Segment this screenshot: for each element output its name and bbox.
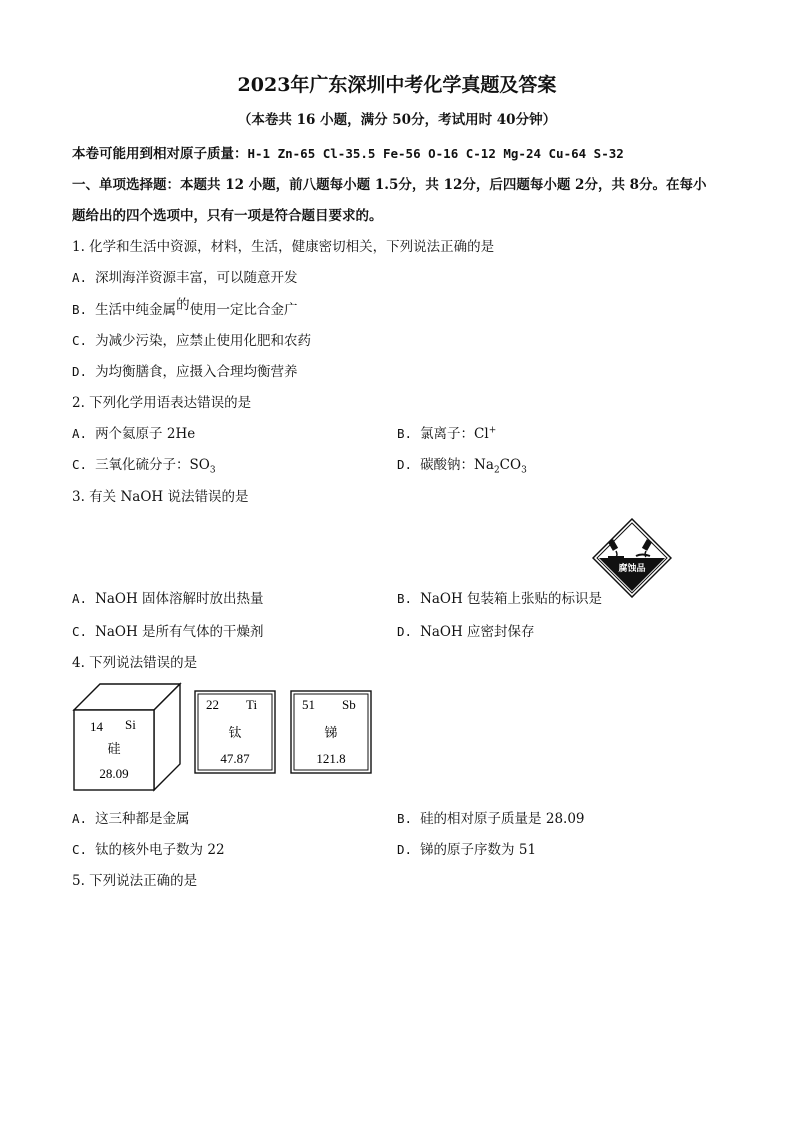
hazard-label: 腐蚀品 bbox=[618, 564, 646, 574]
section-heading-line2: 题给出的四个选项中，只有一项是符合题目要求的。 bbox=[72, 208, 383, 224]
question-2-stem: 2. 下列化学用语表达错误的是 bbox=[72, 395, 252, 411]
q1-option-a: A. 深圳海洋资源丰富，可以随意开发 bbox=[72, 270, 298, 286]
atomic-mass-values: H-1 Zn-65 Cl-35.5 Fe-56 O-16 C-12 Mg-24 Cu-64 S-32 bbox=[247, 146, 624, 161]
sb-name: 锑 bbox=[324, 726, 338, 741]
q3-option-c: C. NaOH 是所有气体的干燥剂 bbox=[72, 624, 264, 640]
q2-option-d: D. 碳酸钠：$Na_2CO_3$ bbox=[397, 457, 527, 476]
q4-option-d: D. 锑的原子序数为 51 bbox=[397, 842, 537, 858]
q2-option-c: C. 三氧化硫分子：$SO_3$ bbox=[72, 457, 216, 476]
question-5-stem: 5. 下列说法正确的是 bbox=[72, 873, 198, 889]
element-cell-ti bbox=[194, 690, 276, 774]
q3-option-a: A. NaOH 固体溶解时放出热量 bbox=[72, 591, 264, 607]
si-name: 硅 bbox=[107, 742, 121, 757]
question-1-stem: 1. 化学和生活中资源，材料，生活，健康密切相关，下列说法正确的是 bbox=[72, 239, 495, 255]
sb-symbol: Sb bbox=[342, 697, 356, 712]
q4-option-a: A. 这三种都是金属 bbox=[72, 811, 190, 827]
q1-option-c: C. 为减少污染，应禁止使用化肥和农药 bbox=[72, 333, 312, 349]
corrosive-hazard-sign bbox=[592, 518, 672, 598]
q2-option-a: A. 两个氦原子 2He bbox=[72, 426, 196, 442]
element-cell-si bbox=[70, 680, 182, 792]
si-mass: 28.09 bbox=[99, 766, 129, 781]
question-3-stem: 3. 有关 NaOH 说法错误的是 bbox=[72, 489, 249, 505]
element-cell-sb bbox=[290, 690, 372, 774]
q3-option-d: D. NaOH 应密封保存 bbox=[397, 624, 535, 640]
ti-atomic-number: 22 bbox=[206, 697, 219, 712]
page-subtitle: （本卷共 16 小题，满分 50分，考试用时 40分钟） bbox=[237, 112, 557, 128]
q4-option-c: C. 钛的核外电子数为 22 bbox=[72, 842, 225, 858]
si-symbol: Si bbox=[125, 717, 136, 732]
si-atomic-number: 14 bbox=[90, 719, 103, 734]
q4-option-b: B. 硅的相对原子质量是 28.09 bbox=[397, 811, 585, 827]
question-4-stem: 4. 下列说法错误的是 bbox=[72, 655, 198, 671]
q1-option-b: B. 生活中纯金属的使用一定比合金广 bbox=[72, 297, 298, 318]
q1-option-d: D. 为均衡膳食，应摄入合理均衡营养 bbox=[72, 364, 298, 380]
atomic-mass-label: 本卷可能用到相对原子质量： bbox=[72, 146, 248, 162]
sb-mass: 121.8 bbox=[316, 751, 346, 766]
page-title: 2023年广东深圳中考化学真题及答案 bbox=[237, 74, 557, 96]
ti-name: 钛 bbox=[228, 726, 242, 741]
ti-symbol: Ti bbox=[246, 697, 258, 712]
q3-option-b: B. NaOH 包装箱上张贴的标识是 bbox=[397, 591, 603, 607]
ti-mass: 47.87 bbox=[220, 751, 250, 766]
atomic-mass-line bbox=[72, 142, 624, 162]
q2-option-b: B. 氯离子：Cl+ bbox=[397, 425, 497, 442]
section-heading-line1: 一、单项选择题：本题共 12 小题，前八题每小题 1.5分，共 12分，后四题每小题 2分，共 8分。在每小 bbox=[72, 177, 707, 193]
sb-atomic-number: 51 bbox=[302, 697, 315, 712]
